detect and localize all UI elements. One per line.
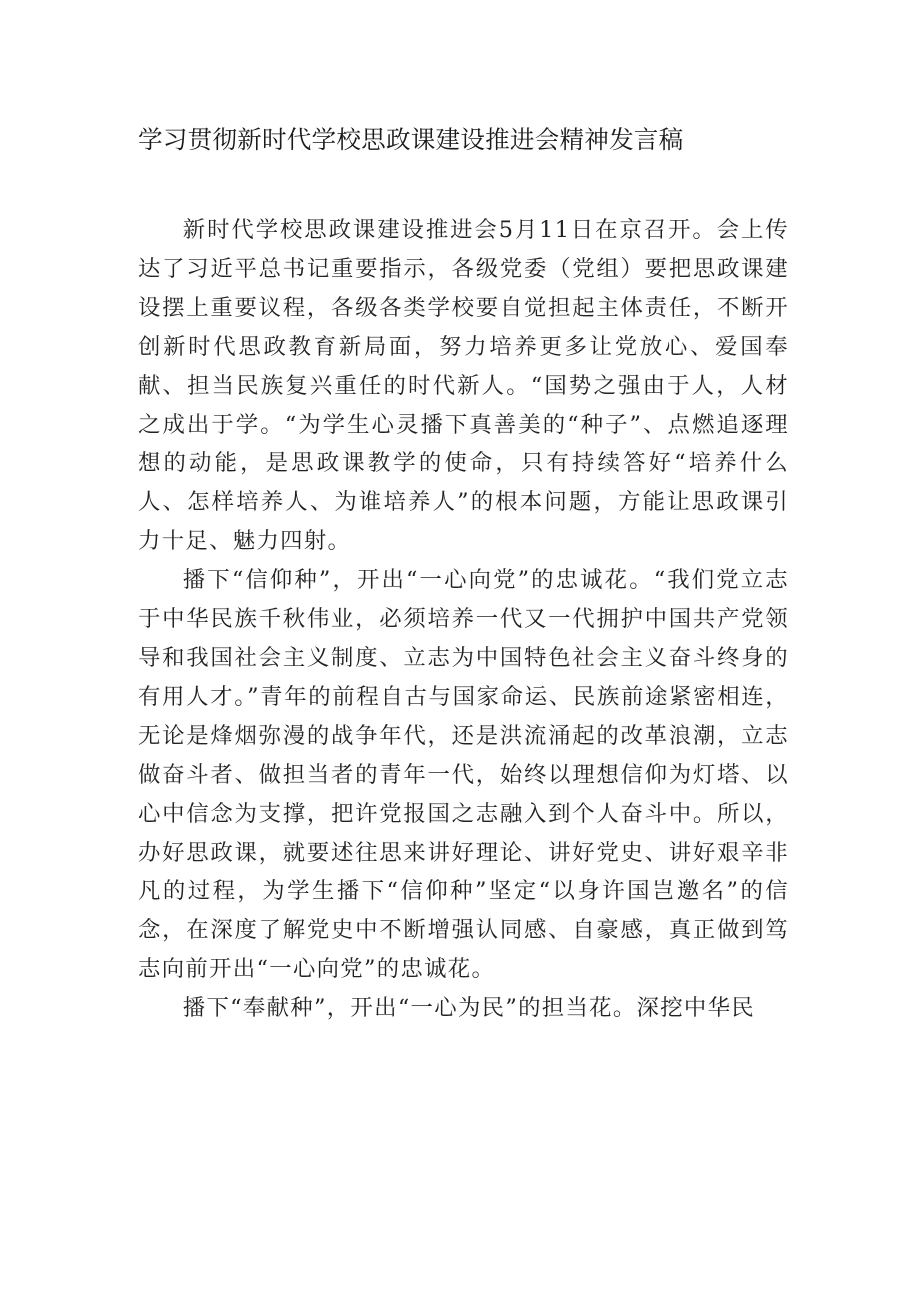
document-title: 学习贯彻新时代学校思政课建设推进会精神发言稿 bbox=[138, 125, 684, 154]
document-body bbox=[138, 211, 789, 1028]
paragraph-faith-seed: 播下“信仰种”，开出“一心向党”的忠诚花。“我们党立志于中华民族千秋伟业，必须培养一代又一代拥护中国共产党领导和我国社会主义制度、立志为中国特色社会主义奋斗终身的有用人才。”青年的前程自古与国家命运、民族前途紧密相连，无论是烽烟弥漫的战争年代，还是洪流涌起的改革浪潮，立志做奋斗者、做担当者的青年一代，始终以理想信仰为灯塔、以心中信念为支撑，把许党报国之志融入到个人奋斗中。所以，办好思政课，就要述往思来讲好理论、讲好党史、讲好艰辛非凡的过程，为学生播下“信仰种”坚定“以身许国岂邀名”的信念，在深度了解党史中不断增强认同感、自豪感，真正做到笃志向前开出“一心向党”的忠诚花。 bbox=[138, 567, 789, 983]
paragraph-dedication-seed: 播下“奉献种”，开出“一心为民”的担当花。深挖中华民 bbox=[182, 995, 755, 1022]
paragraph-intro: 新时代学校思政课建设推进会5月11日在京召开。会上传达了习近平总书记重要指示，各级党委（党组）要把思政课建设摆上重要议程，各级各类学校要自觉担起主体责任，不断开创新时代思政教育新局面，努力培养更多让党放心、爱国奉献、担当民族复兴重任的时代新人。“国势之强由于人，人材之成出于学。“为学生心灵播下真善美的“种子”、点燃追逐理想的动能，是思政课教学的使命，只有持续答好“培养什么人、怎样培养人、为谁培养人”的根本问题，方能让思政课引力十足、魅力四射。 bbox=[138, 217, 789, 555]
